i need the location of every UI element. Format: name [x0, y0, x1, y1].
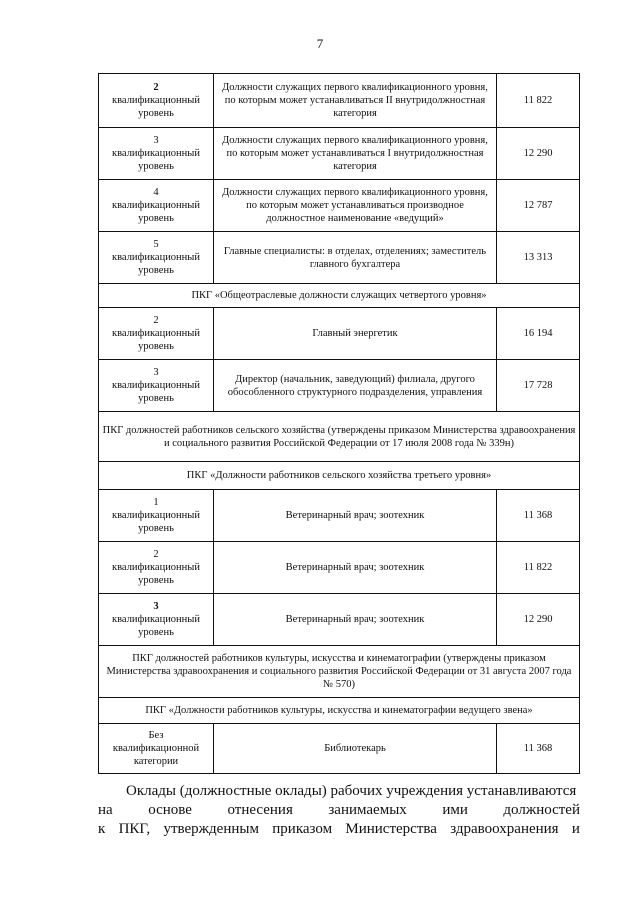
word: отнесения	[227, 802, 293, 818]
level-label: квалификационной категории	[112, 743, 200, 767]
description-cell: Должности служащих первого квалификационного уровня, по которым может устанавливаться II внутридолжностная категория	[214, 74, 497, 128]
word: на	[98, 802, 113, 818]
level-number: 2	[153, 549, 159, 560]
level-label: квалификационный уровень	[112, 380, 200, 404]
level-number: 2	[153, 315, 159, 326]
table-section-title-row	[99, 462, 580, 490]
level-number: 3	[153, 601, 159, 612]
table-row	[99, 232, 580, 284]
level-cell	[99, 180, 214, 232]
level-number: 5	[153, 239, 159, 250]
description-cell: Главный энергетик	[214, 308, 497, 360]
salary-value: 11 822	[497, 542, 580, 594]
word: основе	[148, 802, 192, 818]
description-cell: Должности служащих первого квалификационного уровня, по которым может устанавливаться производное должностное наименование «ведущий»	[214, 180, 497, 232]
table-row	[99, 308, 580, 360]
word: Министерства	[345, 821, 437, 837]
salary-value: 17 728	[497, 360, 580, 412]
level-cell	[99, 360, 214, 412]
table-row	[99, 594, 580, 646]
salary-value: 11 822	[497, 74, 580, 128]
level-label: квалификационный уровень	[112, 95, 200, 119]
salary-value: 12 787	[497, 180, 580, 232]
level-label: квалификационный уровень	[112, 200, 200, 224]
description-cell: Библиотекарь	[214, 724, 497, 774]
page-number: 7	[316, 36, 324, 51]
paragraph-line-1: Оклады (должностные оклады) рабочих учреждения устанавливаются	[126, 783, 577, 799]
table-section-title-row	[99, 284, 580, 308]
word: ими	[442, 802, 468, 818]
section-title: ПКГ должностей работников сельского хозяйства (утверждены приказом Министерства здравоохранения и социального развития Российской Федерации от 17 июля 2008 года № 339н)	[99, 412, 580, 462]
description-cell: Ветеринарный врач; зоотехник	[214, 542, 497, 594]
level-cell	[99, 74, 214, 128]
level-cell	[99, 232, 214, 284]
section-title: ПКГ «Общеотраслевые должности служащих четвертого уровня»	[99, 284, 580, 308]
word: ПКГ,	[118, 821, 151, 837]
level-label: квалификационный уровень	[112, 614, 200, 638]
table-row	[99, 490, 580, 542]
description-cell: Директор (начальник, заведующий) филиала, другого обособленного структурного подразделения, управления	[214, 360, 497, 412]
table-row	[99, 724, 580, 774]
level-cell	[99, 594, 214, 646]
section-title: ПКГ «Должности работников сельского хозяйства третьего уровня»	[99, 462, 580, 490]
description-cell: Главные специалисты: в отделах, отделениях; заместитель главного бухгалтера	[214, 232, 497, 284]
table-section-title-row	[99, 412, 580, 462]
word: должностей	[503, 802, 580, 818]
word: занимаемых	[328, 802, 407, 818]
table-row	[99, 180, 580, 232]
level-cell	[99, 128, 214, 180]
word: утвержденным	[163, 821, 259, 837]
section-title: ПКГ «Должности работников культуры, искусства и кинематографии ведущего звена»	[99, 698, 580, 724]
table-row	[99, 74, 580, 128]
paragraph-line-2	[98, 801, 580, 820]
description-cell: Ветеринарный врач; зоотехник	[214, 594, 497, 646]
description-cell: Ветеринарный врач; зоотехник	[214, 490, 497, 542]
level-label: квалификационный уровень	[112, 328, 200, 352]
level-cell	[99, 308, 214, 360]
salary-value: 12 290	[497, 128, 580, 180]
word: и	[571, 821, 580, 837]
level-label: квалификационный уровень	[112, 148, 200, 172]
table-row	[99, 128, 580, 180]
table-section-title-row	[99, 698, 580, 724]
salary-value: 11 368	[497, 490, 580, 542]
salary-table-body	[99, 74, 580, 774]
table-row	[99, 360, 580, 412]
table-section-title-row	[99, 646, 580, 698]
salary-table	[98, 73, 580, 774]
table-row	[99, 542, 580, 594]
salary-value: 12 290	[497, 594, 580, 646]
level-label: квалификационный уровень	[112, 510, 200, 534]
description-cell: Должности служащих первого квалификационного уровня, по которым может устанавливаться I внутридолжностная категория	[214, 128, 497, 180]
level-number: 1	[153, 497, 159, 508]
level-number: 2	[153, 82, 159, 93]
word: приказом	[272, 821, 333, 837]
salary-value: 16 194	[497, 308, 580, 360]
level-number: 3	[153, 135, 159, 146]
paragraph-line-3	[98, 820, 580, 839]
salary-value: 11 368	[497, 724, 580, 774]
level-number: Без	[148, 730, 164, 741]
level-label: квалификационный уровень	[112, 562, 200, 586]
level-number: 4	[153, 187, 159, 198]
level-number: 3	[153, 367, 159, 378]
word: к	[98, 821, 106, 837]
word: здравоохранения	[450, 821, 559, 837]
section-title: ПКГ должностей работников культуры, искусства и кинематографии (утверждены приказом Министерства здравоохранения и социального развития Российской Федерации от 31 августа 2007 года № 570)	[99, 646, 580, 698]
level-cell	[99, 542, 214, 594]
salary-value: 13 313	[497, 232, 580, 284]
level-label: квалификационный уровень	[112, 252, 200, 276]
level-cell	[99, 490, 214, 542]
level-cell	[99, 724, 214, 774]
